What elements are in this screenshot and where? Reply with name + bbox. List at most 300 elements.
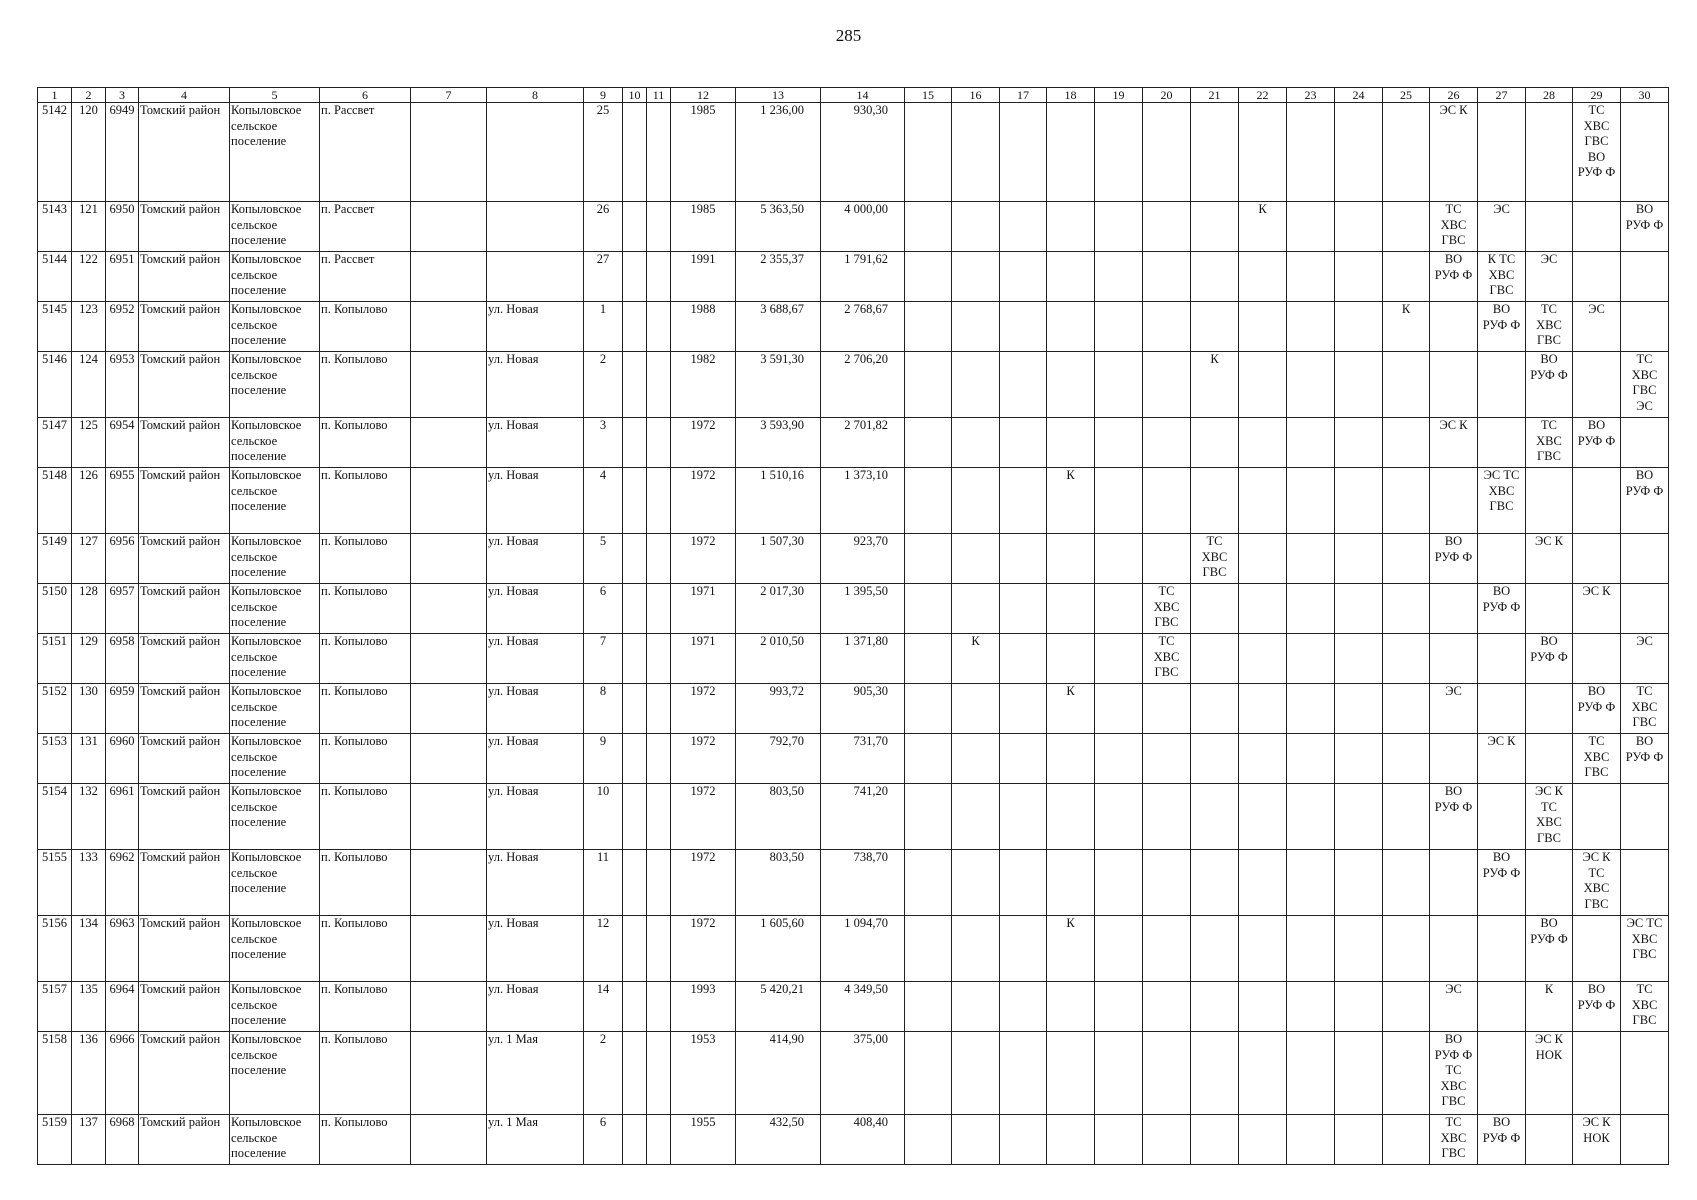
table-cell xyxy=(1430,634,1478,684)
table-cell xyxy=(623,468,647,534)
table-cell: 6959 xyxy=(106,684,139,734)
table-cell xyxy=(952,252,1000,302)
table-cell: Копыловское сельское поселение xyxy=(230,684,320,734)
table-cell xyxy=(1191,202,1239,252)
table-cell: ЭС К xyxy=(1430,103,1478,202)
column-header: 21 xyxy=(1191,88,1239,103)
table-cell: Томский район xyxy=(139,468,230,534)
table-cell xyxy=(1239,534,1287,584)
table-cell: ул. 1 Мая xyxy=(487,1115,584,1165)
table-cell xyxy=(952,468,1000,534)
table-cell: Копыловское сельское поселение xyxy=(230,252,320,302)
table-cell: 1 507,30 xyxy=(736,534,821,584)
table-cell xyxy=(623,103,647,202)
table-cell: ВО РУФ Ф xyxy=(1526,916,1573,982)
table-cell xyxy=(1047,252,1095,302)
table-cell xyxy=(647,202,671,252)
table-cell: ВО РУФ Ф ТС ХВС ГВС xyxy=(1430,1032,1478,1115)
table-cell xyxy=(952,784,1000,850)
table-cell xyxy=(1143,418,1191,468)
table-cell: 3 xyxy=(584,418,623,468)
table-cell: 1972 xyxy=(671,534,736,584)
table-cell xyxy=(1383,418,1430,468)
table-row xyxy=(38,784,1669,850)
table-cell xyxy=(1047,734,1095,784)
column-header: 16 xyxy=(952,88,1000,103)
table-cell xyxy=(411,734,487,784)
table-cell: 6963 xyxy=(106,916,139,982)
table-cell: К xyxy=(952,634,1000,684)
table-cell xyxy=(1095,252,1143,302)
table-cell xyxy=(1383,252,1430,302)
table-cell: 6962 xyxy=(106,850,139,916)
table-cell: Томский район xyxy=(139,916,230,982)
table-cell: п. Копылово xyxy=(320,302,411,352)
table-cell: 6954 xyxy=(106,418,139,468)
table-cell: 993,72 xyxy=(736,684,821,734)
table-cell xyxy=(1335,982,1383,1032)
table-row xyxy=(38,202,1669,252)
table-cell: 6 xyxy=(584,1115,623,1165)
table-cell: 131 xyxy=(72,734,106,784)
table-cell xyxy=(411,634,487,684)
table-cell: ЭС К НОК xyxy=(1573,1115,1621,1165)
column-header: 2 xyxy=(72,88,106,103)
table-cell: Копыловское сельское поселение xyxy=(230,584,320,634)
table-cell: 741,20 xyxy=(821,784,905,850)
table-cell: 6957 xyxy=(106,584,139,634)
table-cell xyxy=(1000,103,1047,202)
table-cell xyxy=(623,352,647,418)
table-cell xyxy=(1095,734,1143,784)
table-cell: ул. Новая xyxy=(487,850,584,916)
table-cell xyxy=(487,202,584,252)
table-cell xyxy=(411,916,487,982)
table-cell: 375,00 xyxy=(821,1032,905,1115)
table-cell xyxy=(1621,850,1669,916)
table-cell: 5147 xyxy=(38,418,72,468)
table-cell: Копыловское сельское поселение xyxy=(230,634,320,684)
table-cell: 5157 xyxy=(38,982,72,1032)
table-cell xyxy=(647,634,671,684)
table-cell xyxy=(1239,684,1287,734)
table-cell: 1 371,80 xyxy=(821,634,905,684)
table-cell: 136 xyxy=(72,1032,106,1115)
table-cell xyxy=(1621,1032,1669,1115)
table-cell xyxy=(411,1115,487,1165)
table-cell: 132 xyxy=(72,784,106,850)
table-cell xyxy=(623,202,647,252)
column-header: 27 xyxy=(1478,88,1526,103)
table-cell: Томский район xyxy=(139,784,230,850)
table-cell xyxy=(1526,734,1573,784)
table-cell xyxy=(411,534,487,584)
table-cell: п. Копылово xyxy=(320,584,411,634)
table-cell xyxy=(905,784,952,850)
table-cell xyxy=(1383,584,1430,634)
table-cell xyxy=(1047,982,1095,1032)
table-cell: ВО РУФ Ф xyxy=(1573,982,1621,1032)
table-cell xyxy=(952,202,1000,252)
table-cell xyxy=(905,634,952,684)
table-cell: 122 xyxy=(72,252,106,302)
table-cell xyxy=(411,1032,487,1115)
table-row xyxy=(38,1032,1669,1115)
table-cell xyxy=(1239,418,1287,468)
table-cell: ЭС ТС ХВС ГВС xyxy=(1478,468,1526,534)
table-cell xyxy=(1383,684,1430,734)
table-cell: 414,90 xyxy=(736,1032,821,1115)
table-cell: 7 xyxy=(584,634,623,684)
table-cell xyxy=(1287,1115,1335,1165)
table-cell: 6952 xyxy=(106,302,139,352)
table-cell: 432,50 xyxy=(736,1115,821,1165)
table-cell: 1971 xyxy=(671,584,736,634)
table-cell: 5146 xyxy=(38,352,72,418)
table-cell xyxy=(623,252,647,302)
table-cell: п. Копылово xyxy=(320,684,411,734)
table-cell: 11 xyxy=(584,850,623,916)
table-cell: 5159 xyxy=(38,1115,72,1165)
table-cell xyxy=(1478,784,1526,850)
table-cell xyxy=(647,916,671,982)
table-cell xyxy=(1287,352,1335,418)
table-cell xyxy=(1191,468,1239,534)
table-cell xyxy=(1335,418,1383,468)
table-cell: 2 017,30 xyxy=(736,584,821,634)
table-cell xyxy=(1621,103,1669,202)
table-cell xyxy=(1573,534,1621,584)
table-cell: К xyxy=(1526,982,1573,1032)
table-cell: 25 xyxy=(584,103,623,202)
table-cell xyxy=(1383,784,1430,850)
table-cell: ЭС ТС ХВС ГВС xyxy=(1621,916,1669,982)
table-cell xyxy=(952,418,1000,468)
table-cell xyxy=(1095,103,1143,202)
table-cell: 127 xyxy=(72,534,106,584)
table-cell: ЭС К ТС ХВС ГВС xyxy=(1526,784,1573,850)
table-cell xyxy=(647,684,671,734)
table-cell xyxy=(1191,634,1239,684)
table-cell xyxy=(1335,584,1383,634)
table-cell: 1972 xyxy=(671,418,736,468)
table-cell xyxy=(623,634,647,684)
table-cell xyxy=(1287,534,1335,584)
column-header: 12 xyxy=(671,88,736,103)
table-cell xyxy=(1621,302,1669,352)
table-cell: ЭС xyxy=(1573,302,1621,352)
table-cell: 1972 xyxy=(671,684,736,734)
table-cell: 26 xyxy=(584,202,623,252)
table-cell: Копыловское сельское поселение xyxy=(230,103,320,202)
table-cell xyxy=(1239,103,1287,202)
table-cell: 6956 xyxy=(106,534,139,584)
table-cell: 135 xyxy=(72,982,106,1032)
table-cell: 1972 xyxy=(671,734,736,784)
table-cell: 137 xyxy=(72,1115,106,1165)
column-header: 20 xyxy=(1143,88,1191,103)
table-cell xyxy=(1287,202,1335,252)
table-cell xyxy=(905,103,952,202)
table-cell: Томский район xyxy=(139,584,230,634)
table-cell: ул. Новая xyxy=(487,684,584,734)
table-cell: п. Копылово xyxy=(320,1115,411,1165)
table-cell xyxy=(905,850,952,916)
table-cell xyxy=(623,684,647,734)
table-cell: 4 000,00 xyxy=(821,202,905,252)
table-cell xyxy=(1000,584,1047,634)
table-row xyxy=(38,916,1669,982)
table-cell xyxy=(647,784,671,850)
table-cell xyxy=(647,982,671,1032)
table-cell: 1953 xyxy=(671,1032,736,1115)
table-cell: 1 xyxy=(584,302,623,352)
table-cell: Копыловское сельское поселение xyxy=(230,734,320,784)
table-cell: ул. Новая xyxy=(487,916,584,982)
column-header: 28 xyxy=(1526,88,1573,103)
table-cell: Томский район xyxy=(139,982,230,1032)
table-cell: 2 701,82 xyxy=(821,418,905,468)
table-cell xyxy=(1335,468,1383,534)
table-cell xyxy=(1621,584,1669,634)
table-cell: п. Копылово xyxy=(320,468,411,534)
table-cell: ВО РУФ Ф xyxy=(1526,352,1573,418)
table-cell: Копыловское сельское поселение xyxy=(230,982,320,1032)
table-cell: 6950 xyxy=(106,202,139,252)
table-cell: ТС ХВС ГВС xyxy=(1526,418,1573,468)
table-cell xyxy=(1047,302,1095,352)
table-cell xyxy=(952,352,1000,418)
table-cell: п. Рассвет xyxy=(320,252,411,302)
table-cell: ТС ХВС ГВС xyxy=(1526,302,1573,352)
table-cell xyxy=(1621,784,1669,850)
table-cell xyxy=(647,584,671,634)
table-cell: Копыловское сельское поселение xyxy=(230,418,320,468)
table-cell xyxy=(1143,734,1191,784)
table-row xyxy=(38,352,1669,418)
table-row xyxy=(38,982,1669,1032)
table-cell xyxy=(1383,202,1430,252)
table-cell xyxy=(411,584,487,634)
table-cell xyxy=(905,352,952,418)
table-cell xyxy=(1335,1032,1383,1115)
page-number: 285 xyxy=(835,26,862,45)
table-cell: 5151 xyxy=(38,634,72,684)
table-cell: 6968 xyxy=(106,1115,139,1165)
table-cell xyxy=(411,302,487,352)
table-row xyxy=(38,734,1669,784)
table-cell xyxy=(905,734,952,784)
table-cell xyxy=(1335,1115,1383,1165)
table-cell: Томский район xyxy=(139,1115,230,1165)
table-cell: ул. Новая xyxy=(487,634,584,684)
table-row xyxy=(38,103,1669,202)
table-cell: 408,40 xyxy=(821,1115,905,1165)
table-cell: ВО РУФ Ф xyxy=(1478,1115,1526,1165)
table-cell xyxy=(1430,468,1478,534)
table-cell xyxy=(1191,784,1239,850)
table-cell xyxy=(1287,468,1335,534)
table-cell xyxy=(1287,584,1335,634)
table-cell: Томский район xyxy=(139,352,230,418)
table-cell: 2 010,50 xyxy=(736,634,821,684)
table-cell xyxy=(1239,468,1287,534)
table-cell xyxy=(647,352,671,418)
table-cell: 5158 xyxy=(38,1032,72,1115)
table-cell: К xyxy=(1047,916,1095,982)
table-cell: 125 xyxy=(72,418,106,468)
table-row xyxy=(38,850,1669,916)
table-cell: 1972 xyxy=(671,468,736,534)
table-cell: 5149 xyxy=(38,534,72,584)
table-cell xyxy=(411,252,487,302)
column-header: 17 xyxy=(1000,88,1047,103)
table-cell: 2 768,67 xyxy=(821,302,905,352)
table-cell xyxy=(1000,202,1047,252)
table-cell xyxy=(1478,634,1526,684)
table-cell: ул. Новая xyxy=(487,302,584,352)
column-header: 25 xyxy=(1383,88,1430,103)
table-cell xyxy=(1335,784,1383,850)
table-cell: ул. Новая xyxy=(487,584,584,634)
table-cell xyxy=(1143,850,1191,916)
table-cell: 792,70 xyxy=(736,734,821,784)
column-header: 26 xyxy=(1430,88,1478,103)
table-cell: ВО РУФ Ф xyxy=(1478,850,1526,916)
table-cell: 6960 xyxy=(106,734,139,784)
table-cell xyxy=(1287,1032,1335,1115)
table-cell: 2 xyxy=(584,352,623,418)
table-cell: п. Копылово xyxy=(320,1032,411,1115)
table-cell xyxy=(1095,1115,1143,1165)
table-cell: 134 xyxy=(72,916,106,982)
column-header: 10 xyxy=(623,88,647,103)
table-cell xyxy=(1047,784,1095,850)
table-cell: 738,70 xyxy=(821,850,905,916)
table-cell: 126 xyxy=(72,468,106,534)
table-cell xyxy=(623,784,647,850)
table-cell xyxy=(623,1032,647,1115)
table-cell xyxy=(647,1032,671,1115)
table-cell: 3 591,30 xyxy=(736,352,821,418)
table-cell xyxy=(487,252,584,302)
table-cell xyxy=(1573,916,1621,982)
table-cell xyxy=(1000,634,1047,684)
table-cell xyxy=(1335,352,1383,418)
table-cell xyxy=(1287,252,1335,302)
table-cell: п. Копылово xyxy=(320,634,411,684)
table-cell xyxy=(1478,103,1526,202)
table-cell: 6953 xyxy=(106,352,139,418)
table-cell: п. Копылово xyxy=(320,352,411,418)
table-cell: п. Копылово xyxy=(320,982,411,1032)
table-cell xyxy=(411,468,487,534)
table-cell: К xyxy=(1047,684,1095,734)
table-cell xyxy=(1383,850,1430,916)
table-cell xyxy=(1000,534,1047,584)
table-cell: 5 420,21 xyxy=(736,982,821,1032)
table-cell: 6964 xyxy=(106,982,139,1032)
table-cell xyxy=(623,418,647,468)
table-cell xyxy=(1143,1032,1191,1115)
table-cell xyxy=(1095,352,1143,418)
table-cell: 5145 xyxy=(38,302,72,352)
table-cell: Копыловское сельское поселение xyxy=(230,1115,320,1165)
table-cell xyxy=(1335,103,1383,202)
table-cell xyxy=(1000,252,1047,302)
table-cell xyxy=(623,534,647,584)
table-cell: 1972 xyxy=(671,916,736,982)
table-row xyxy=(38,302,1669,352)
table-cell: ЭС xyxy=(1621,634,1669,684)
table-cell xyxy=(1430,584,1478,634)
table-cell: 5143 xyxy=(38,202,72,252)
table-cell: ул. Новая xyxy=(487,352,584,418)
column-header: 5 xyxy=(230,88,320,103)
table-cell xyxy=(1095,850,1143,916)
table-cell: ул. Новая xyxy=(487,734,584,784)
table-cell xyxy=(1526,468,1573,534)
table-cell xyxy=(1383,352,1430,418)
table-cell xyxy=(1000,784,1047,850)
table-cell: 1988 xyxy=(671,302,736,352)
table-cell xyxy=(1526,684,1573,734)
table-cell: 803,50 xyxy=(736,850,821,916)
table-cell: 2 355,37 xyxy=(736,252,821,302)
table-cell: Копыловское сельское поселение xyxy=(230,916,320,982)
table-cell: 2 706,20 xyxy=(821,352,905,418)
table-cell: 905,30 xyxy=(821,684,905,734)
table-cell xyxy=(1430,352,1478,418)
table-cell: ТС ХВС ГВС xyxy=(1430,202,1478,252)
table-cell xyxy=(1478,352,1526,418)
table-cell xyxy=(1430,734,1478,784)
table-cell xyxy=(952,916,1000,982)
table-cell xyxy=(1095,634,1143,684)
header-row xyxy=(38,88,1669,103)
table-cell xyxy=(1287,916,1335,982)
table-row xyxy=(38,634,1669,684)
table-cell: Копыловское сельское поселение xyxy=(230,1032,320,1115)
table-cell: ЭС К xyxy=(1430,418,1478,468)
table-cell xyxy=(1191,584,1239,634)
table-cell xyxy=(1047,202,1095,252)
table-cell: 1 373,10 xyxy=(821,468,905,534)
table-cell: Копыловское сельское поселение xyxy=(230,202,320,252)
table-cell xyxy=(1287,103,1335,202)
table-cell xyxy=(1143,534,1191,584)
table-cell: 1955 xyxy=(671,1115,736,1165)
table-cell: 5154 xyxy=(38,784,72,850)
table-cell xyxy=(623,916,647,982)
table-cell xyxy=(905,468,952,534)
table-cell: К xyxy=(1191,352,1239,418)
table-cell: 1 791,62 xyxy=(821,252,905,302)
table-cell xyxy=(1430,302,1478,352)
table-cell: Копыловское сельское поселение xyxy=(230,850,320,916)
table-cell xyxy=(647,252,671,302)
table-cell xyxy=(1239,916,1287,982)
table-cell xyxy=(1143,202,1191,252)
table-cell xyxy=(952,584,1000,634)
table-cell xyxy=(905,1032,952,1115)
table-cell: ул. Новая xyxy=(487,468,584,534)
table-cell xyxy=(1239,850,1287,916)
table-cell xyxy=(1143,103,1191,202)
table-cell xyxy=(1573,202,1621,252)
table-cell: 731,70 xyxy=(821,734,905,784)
table-cell: п. Копылово xyxy=(320,534,411,584)
